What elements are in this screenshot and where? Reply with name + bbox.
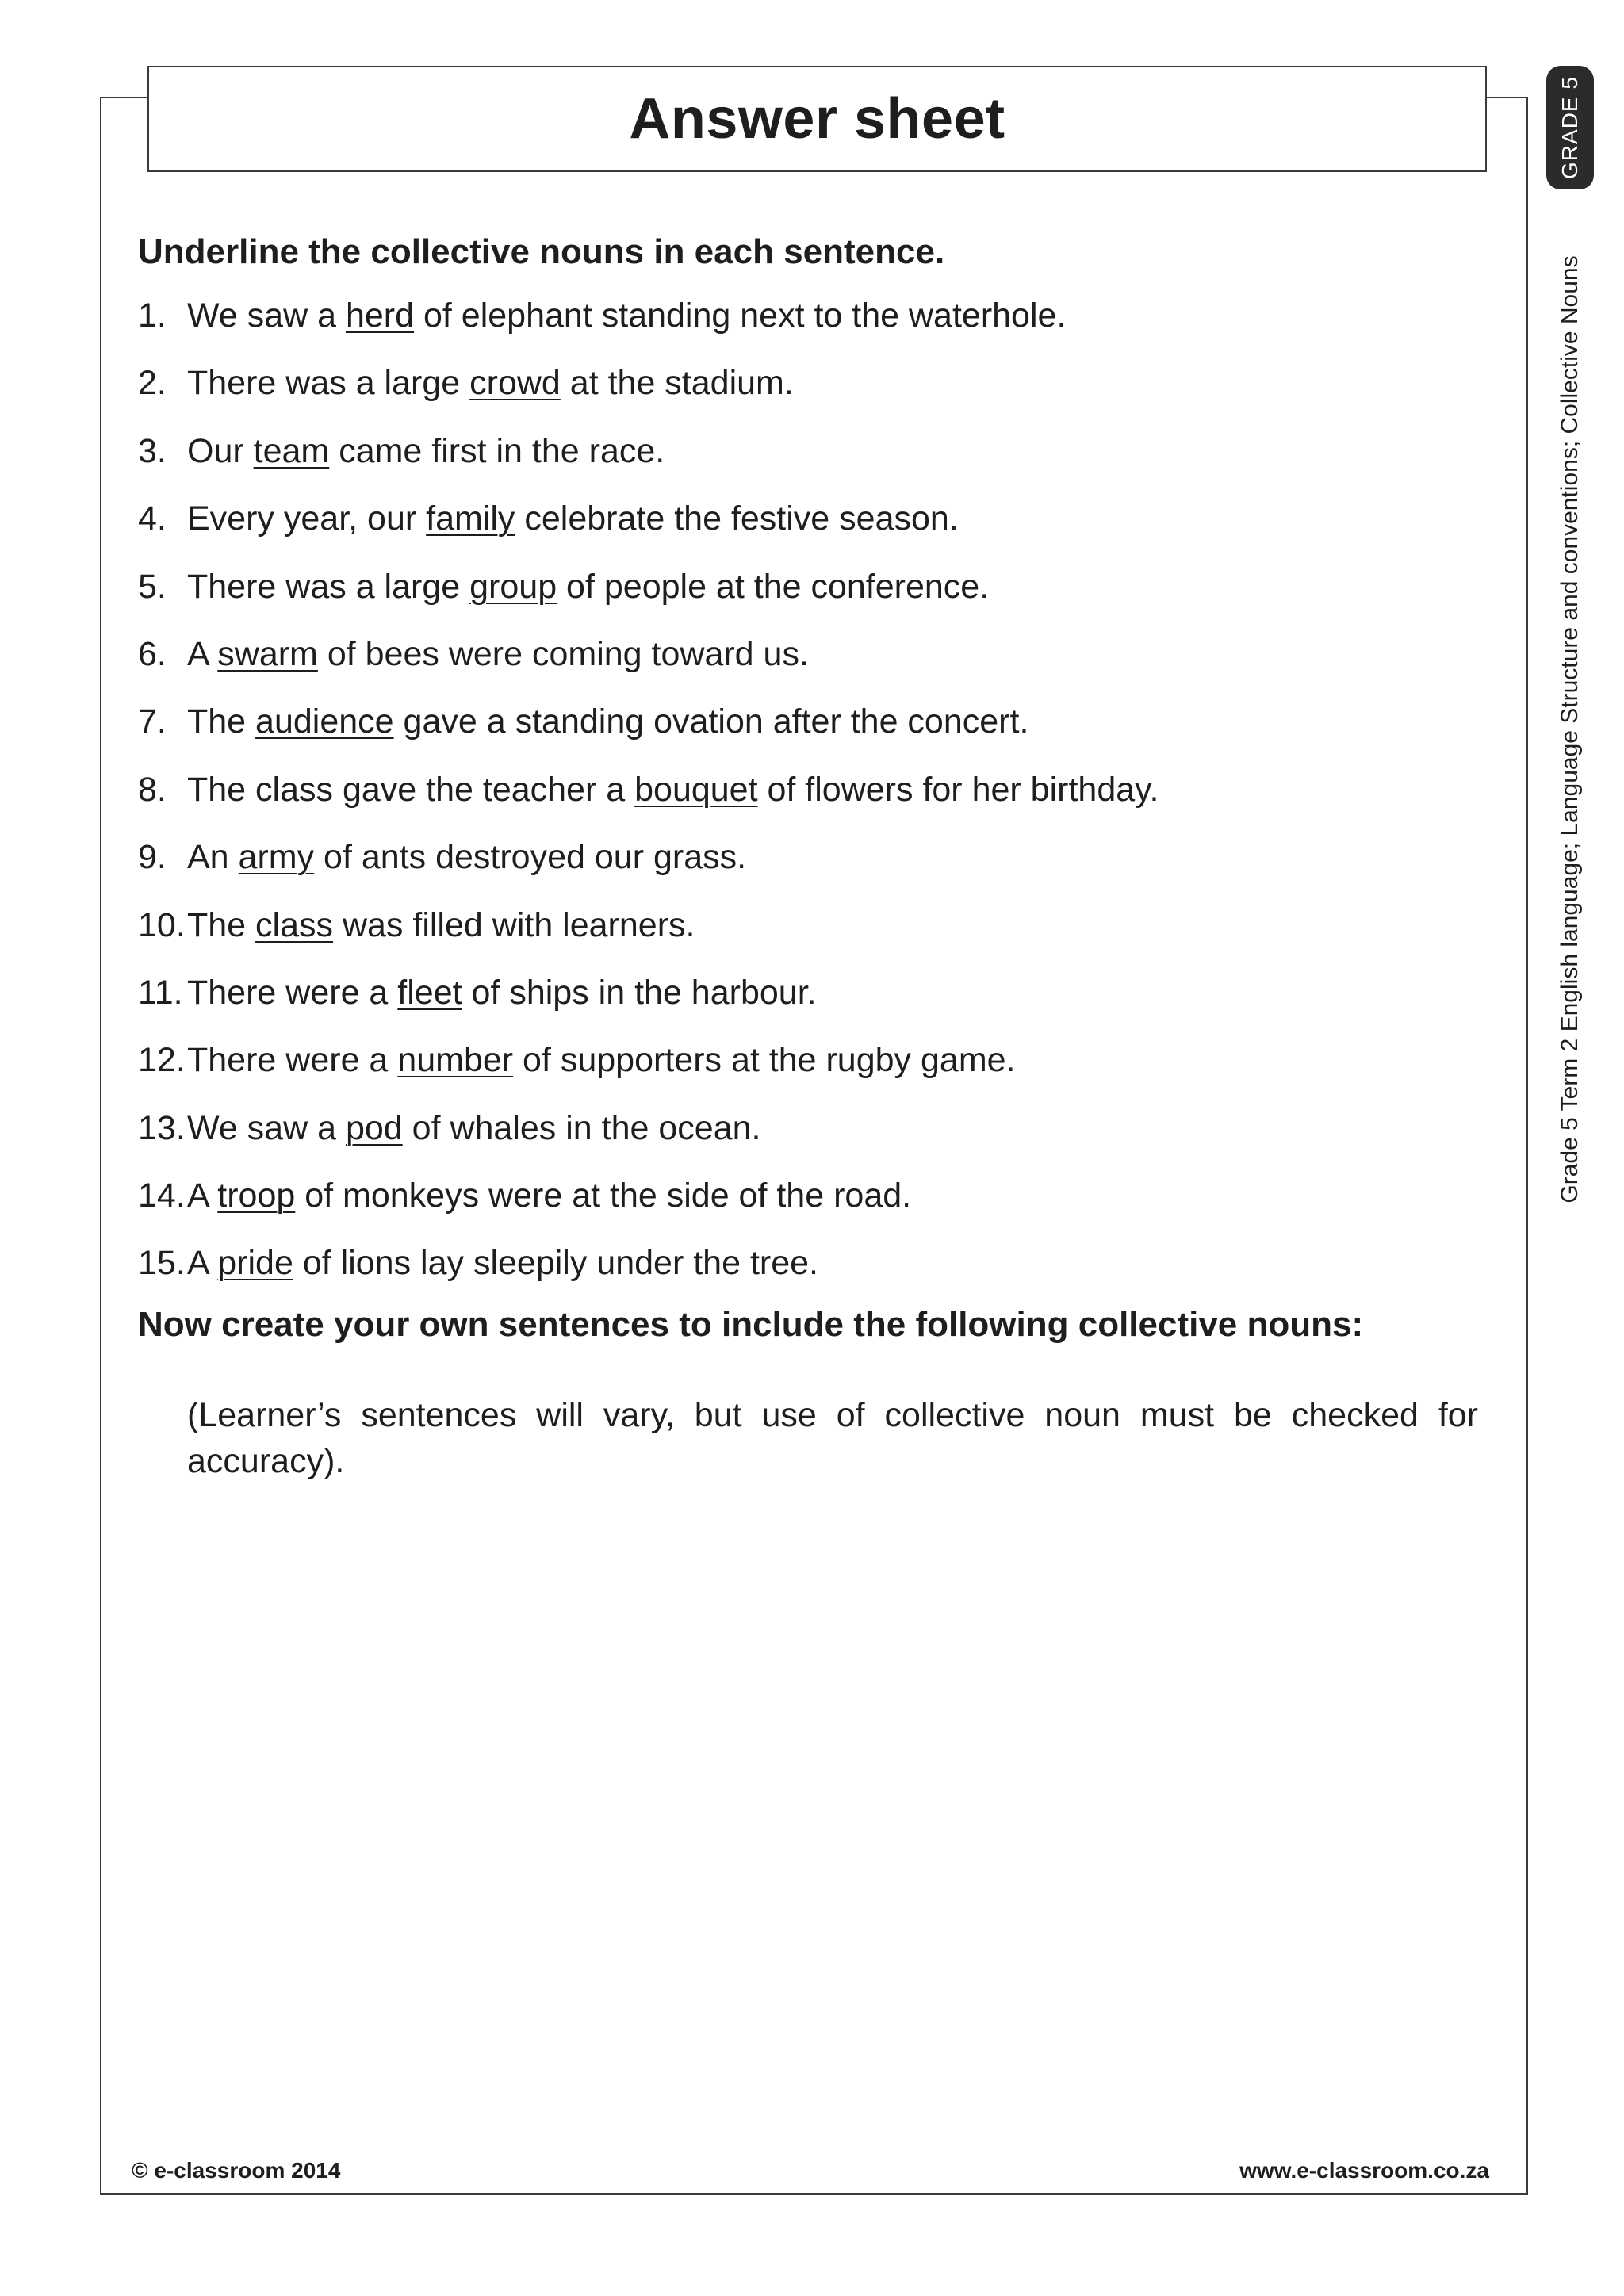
section1-heading: Underline the collective nouns in each sentence. xyxy=(138,232,945,271)
main-content xyxy=(138,228,1478,1484)
item-number: 5. xyxy=(138,567,167,606)
collective-noun: pod xyxy=(345,1108,403,1147)
collective-noun: swarm xyxy=(217,634,318,673)
list-item xyxy=(138,427,1478,495)
side-caption-text: Grade 5 Term 2 English language; Language Structure and conventions; Collective Nouns xyxy=(1557,255,1583,1203)
item-number: 12. xyxy=(138,1041,186,1080)
item-text-after: came first in the race. xyxy=(329,431,665,470)
item-text-before: Every year, our xyxy=(187,499,427,538)
item-text-before: There was a large xyxy=(187,364,470,403)
item-text xyxy=(187,969,817,1036)
list-item xyxy=(138,901,1478,969)
item-number: 10. xyxy=(138,905,186,944)
item-text-before: The class gave the teacher a xyxy=(187,770,635,809)
item-number: 14. xyxy=(138,1177,186,1215)
collective-noun: group xyxy=(469,567,557,606)
item-text-after: at the stadium. xyxy=(560,364,794,403)
list-item xyxy=(138,630,1478,698)
item-text-after: of flowers for her birthday. xyxy=(757,770,1159,809)
item-text-after: gave a standing ovation after the concert. xyxy=(393,702,1029,741)
collective-noun: bouquet xyxy=(634,770,758,809)
answer-note: (Learner’s sentences will vary, but use of collective noun must be checked for accuracy). xyxy=(187,1395,1478,1480)
item-text-after: of ants destroyed our grass. xyxy=(314,838,747,877)
page-title: Answer sheet xyxy=(629,87,1005,151)
item-text-after: of people at the conference. xyxy=(557,567,990,606)
list-item xyxy=(138,495,1478,562)
item-text xyxy=(187,698,1028,765)
item-text-before: An xyxy=(187,838,239,877)
list-item xyxy=(138,969,1478,1036)
item-text-after: of ships in the harbour. xyxy=(462,973,817,1012)
list-item xyxy=(138,1104,1478,1172)
collective-noun: class xyxy=(255,905,334,944)
collective-noun: number xyxy=(397,1041,514,1080)
item-number: 11. xyxy=(138,973,183,1012)
footer-copyright: © e-classroom 2014 xyxy=(132,2158,341,2183)
item-text xyxy=(187,1172,911,1239)
item-text-before: There was a large xyxy=(187,567,470,606)
list-item xyxy=(138,1036,1478,1104)
section2-heading: Now create your own sentences to include the following collective nouns: xyxy=(138,1304,1364,1344)
item-text xyxy=(187,766,1159,833)
item-number: 13. xyxy=(138,1108,186,1147)
list-item xyxy=(138,359,1478,427)
item-text xyxy=(187,495,959,562)
item-text xyxy=(187,630,809,698)
item-text-after: of whales in the ocean. xyxy=(402,1108,761,1147)
item-text xyxy=(187,292,1066,359)
collective-noun: pride xyxy=(217,1244,293,1283)
item-number: 8. xyxy=(138,770,167,809)
item-text-before: We saw a xyxy=(187,1108,346,1147)
collective-noun: herd xyxy=(345,297,415,335)
collective-noun: army xyxy=(238,838,315,877)
item-text-before: A xyxy=(187,1177,218,1215)
title-box xyxy=(147,66,1487,172)
list-item xyxy=(138,292,1478,359)
collective-noun: crowd xyxy=(469,364,561,403)
item-text-after: of supporters at the rugby game. xyxy=(513,1041,1016,1080)
collective-noun: family xyxy=(426,499,515,538)
item-text-before: There were a xyxy=(187,1041,398,1080)
item-text-after: of elephant standing next to the waterhole. xyxy=(414,297,1067,335)
item-text-after: celebrate the festive season. xyxy=(515,499,959,538)
item-text xyxy=(187,1104,761,1172)
item-text xyxy=(187,427,665,495)
collective-noun: fleet xyxy=(397,973,462,1012)
list-item xyxy=(138,833,1478,901)
list-item xyxy=(138,1239,1478,1307)
item-number: 3. xyxy=(138,431,167,470)
item-text xyxy=(187,359,794,427)
item-number: 7. xyxy=(138,702,167,741)
grade-tab-label: GRADE 5 xyxy=(1557,76,1582,179)
item-text-before: A xyxy=(187,634,218,673)
item-text-before: We saw a xyxy=(187,297,346,335)
item-number: 1. xyxy=(138,297,167,335)
collective-noun: troop xyxy=(217,1177,296,1215)
item-text-before: A xyxy=(187,1244,218,1283)
list-item xyxy=(138,1172,1478,1239)
list-item xyxy=(138,698,1478,765)
item-text-after: was filled with learners. xyxy=(333,905,695,944)
list-item xyxy=(138,766,1478,833)
item-text-after: of bees were coming toward us. xyxy=(317,634,809,673)
item-text xyxy=(187,1239,818,1307)
item-number: 6. xyxy=(138,634,167,673)
item-text-after: of monkeys were at the side of the road. xyxy=(295,1177,912,1215)
item-number: 15. xyxy=(138,1244,186,1283)
item-text-before: The xyxy=(187,702,256,741)
item-number: 2. xyxy=(138,364,167,403)
list-item xyxy=(138,563,1478,630)
grade-tab xyxy=(1546,66,1594,189)
item-text-before: There were a xyxy=(187,973,398,1012)
item-number: 9. xyxy=(138,838,167,877)
sentence-list xyxy=(138,292,1478,1307)
item-text xyxy=(187,833,746,901)
item-text-after: of lions lay sleepily under the tree. xyxy=(293,1244,818,1283)
collective-noun: team xyxy=(253,431,330,470)
item-text xyxy=(187,901,695,969)
collective-noun: audience xyxy=(255,702,394,741)
item-text xyxy=(187,1036,1016,1104)
item-text xyxy=(187,563,989,630)
footer-website: www.e-classroom.co.za xyxy=(1239,2158,1489,2183)
item-text-before: Our xyxy=(187,431,254,470)
item-number: 4. xyxy=(138,499,167,538)
item-text-before: The xyxy=(187,905,256,944)
